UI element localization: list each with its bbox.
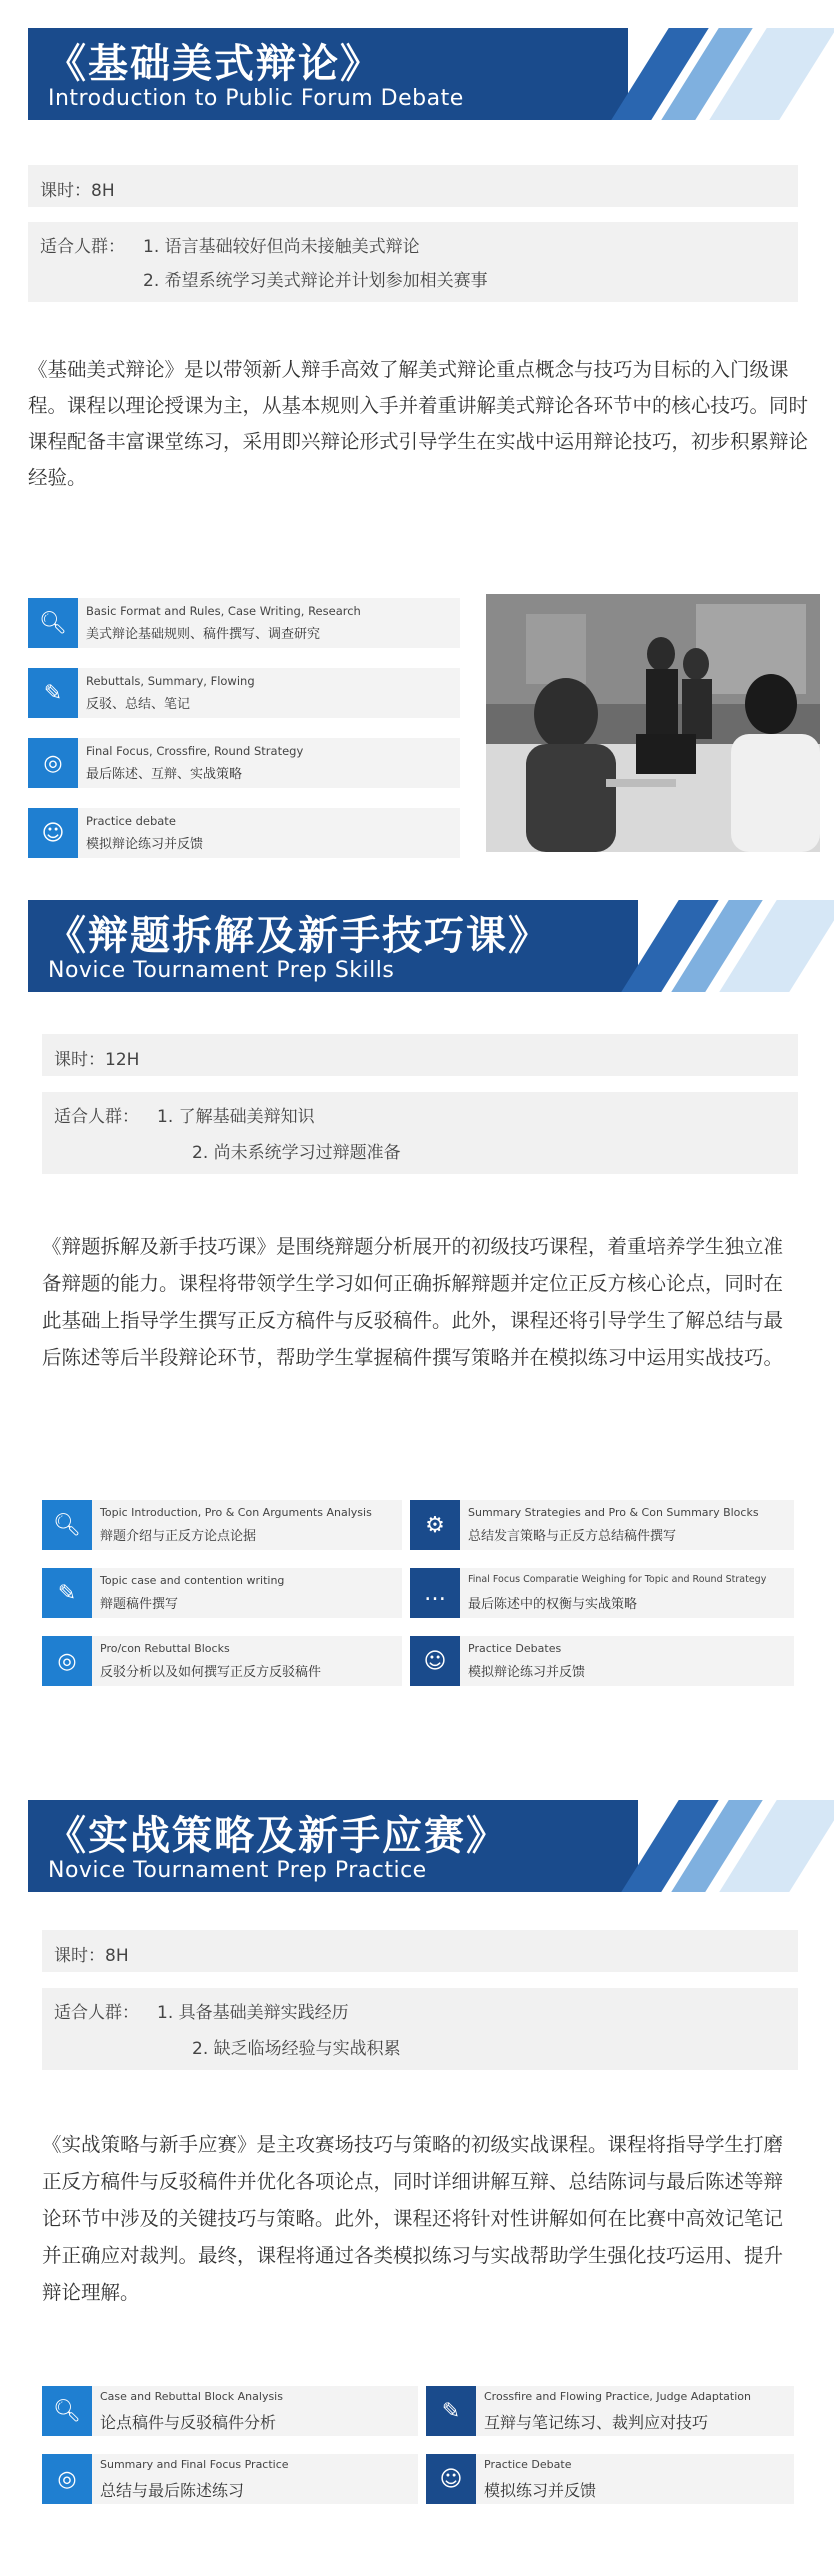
audience-box	[42, 1988, 798, 2070]
course-title: 《辩题拆解及新手技巧课》	[46, 913, 550, 959]
chat-icon: …	[410, 1568, 460, 1618]
audience-item: 1. 语言基础较好但尚未接触美式辩论	[143, 237, 420, 257]
course-section-3	[0, 1790, 834, 2560]
search-icon: 🔍︎	[28, 598, 78, 648]
module-item: 🔍︎ Case and Rebuttal Block Analysis 论点稿件与反驳稿件分析	[42, 2386, 418, 2436]
person-icon: ☺	[426, 2454, 476, 2504]
hours-box	[28, 165, 798, 207]
hours-text: 课时：12H	[54, 1050, 140, 1070]
edit-icon: ✎	[28, 668, 78, 718]
module-item: ⚙ Summary Strategies and Pro & Con Summary Blocks 总结发言策略与正反方总结稿件撰写	[410, 1500, 794, 1550]
audience-box	[42, 1092, 798, 1174]
hours-box	[42, 1034, 798, 1076]
classroom-photo	[486, 594, 820, 852]
audience-item: 2. 希望系统学习美式辩论并计划参加相关赛事	[143, 271, 488, 291]
audience-label: 适合人群：	[40, 237, 125, 257]
audience-label: 适合人群：	[54, 2003, 139, 2023]
module-item: 🔍︎ Basic Format and Rules, Case Writing, Research 美式辩论基础规则、稿件撰写、调查研究	[28, 598, 460, 648]
module-item: ◎ Pro/con Rebuttal Blocks 反驳分析以及如何撰写正反方反驳稿件	[42, 1636, 402, 1686]
module-item: ✎ Crossfire and Flowing Practice, Judge Adaptation 互辩与笔记练习、裁判应对技巧	[426, 2386, 794, 2436]
hours-text: 课时：8H	[54, 1946, 129, 1966]
lightbulb-icon: ◎	[42, 1636, 92, 1686]
module-item: ☺ Practice debate 模拟辩论练习并反馈	[28, 808, 460, 858]
gear-icon: ⚙	[410, 1500, 460, 1550]
section-banner	[28, 1800, 828, 1892]
audience-box	[28, 222, 798, 302]
module-item: ◎ Summary and Final Focus Practice 总结与最后陈述练习	[42, 2454, 418, 2504]
section-banner	[28, 900, 828, 992]
module-item: ☺ Practice Debate 模拟练习并反馈	[426, 2454, 794, 2504]
edit-icon: ✎	[426, 2386, 476, 2436]
person-icon: ☺	[410, 1636, 460, 1686]
audience-item: 2. 尚未系统学习过辩题准备	[192, 1143, 401, 1163]
audience-item: 1. 具备基础美辩实践经历	[157, 2003, 349, 2023]
section-banner	[28, 28, 818, 120]
course-title: 《实战策略及新手应赛》	[46, 1813, 508, 1859]
module-item: ◎ Final Focus, Crossfire, Round Strategy 最后陈述、互辩、实战策略	[28, 738, 460, 788]
course-description: 《基础美式辩论》是以带领新人辩手高效了解美式辩论重点概念与技巧为目标的入门级课程。课程以理论授课为主，从基本规则入手并着重讲解美式辩论各环节中的核心技巧。同时课程配备丰富课堂练习，采用即兴辩论形式引导学生在实战中运用辩论技巧，初步积累辩论经验。	[28, 358, 809, 489]
module-item: … Final Focus Comparatie Weighing for Topic and Round Strategy 最后陈述中的权衡与实战策略	[410, 1568, 794, 1618]
audience-item: 2. 缺乏临场经验与实战积累	[192, 2039, 401, 2059]
module-item: ✎ Topic case and contention writing 辩题稿件撰写	[42, 1568, 402, 1618]
course-title: 《基础美式辩论》	[46, 41, 382, 87]
edit-icon: ✎	[42, 1568, 92, 1618]
lightbulb-icon: ◎	[42, 2454, 92, 2504]
course-subtitle: Novice Tournament Prep Skills	[48, 958, 395, 983]
lightbulb-icon: ◎	[28, 738, 78, 788]
course-description: 《辩题拆解及新手技巧课》是围绕辩题分析展开的初级技巧课程，着重培养学生独立准备辩题的能力。课程将带领学生学习如何正确拆解辩题并定位正反方核心论点，同时在此基础上指导学生撰写正反方稿件与反驳稿件。此外，课程还将引导学生了解总结与最后陈述等后半段辩论环节，帮助学生掌握稿件撰写策略并在模拟练习中运用实战技巧。	[42, 1235, 784, 1369]
course-subtitle: Introduction to Public Forum Debate	[48, 86, 464, 111]
course-subtitle: Novice Tournament Prep Practice	[48, 1858, 427, 1883]
course-section-1	[0, 0, 834, 870]
audience-label: 适合人群：	[54, 1107, 139, 1127]
course-description: 《实战策略与新手应赛》是主攻赛场技巧与策略的初级实战课程。课程将指导学生打磨正反方稿件与反驳稿件并优化各项论点，同时详细讲解互辩、总结陈词与最后陈述等辩论环节中涉及的关键技巧与策略。此外，课程还将针对性讲解如何在比赛中高效记笔记并正确应对裁判。最终，课程将通过各类模拟练习与实战帮助学生强化技巧运用、提升辩论理解。	[42, 2133, 784, 2304]
person-icon: ☺	[28, 808, 78, 858]
search-icon: 🔍︎	[42, 1500, 92, 1550]
audience-item: 1. 了解基础美辩知识	[157, 1107, 315, 1127]
hours-box	[42, 1930, 798, 1972]
module-item: 🔍︎ Topic Introduction, Pro & Con Arguments Analysis 辩题介绍与正反方论点论据	[42, 1500, 402, 1550]
module-item: ✎ Rebuttals, Summary, Flowing 反驳、总结、笔记	[28, 668, 460, 718]
course-section-2	[0, 900, 834, 1720]
hours-text: 课时：8H	[40, 181, 115, 201]
search-icon: 🔍︎	[42, 2386, 92, 2436]
module-item: ☺ Practice Debates 模拟辩论练习并反馈	[410, 1636, 794, 1686]
